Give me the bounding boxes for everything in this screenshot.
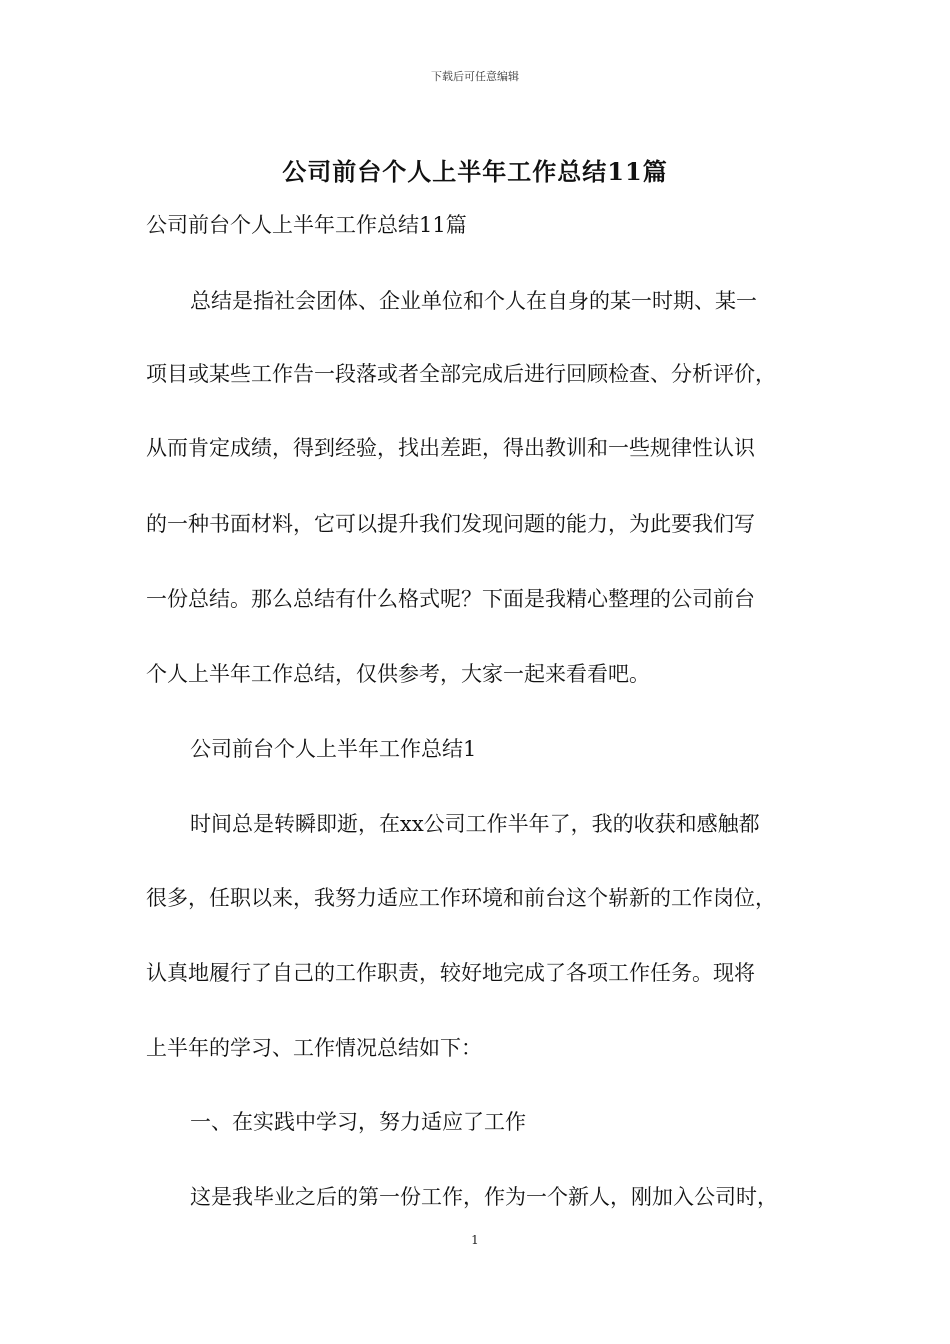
- paragraph-line: 时间总是转瞬即逝，在xx公司工作半年了，我的收获和感触都: [190, 812, 760, 836]
- paragraph-line: 的一种书面材料，它可以提升我们发现问题的能力，为此要我们写: [146, 512, 755, 536]
- header-note: 下载后可任意编辑: [431, 70, 519, 83]
- subsection-heading: 一、在实践中学习，努力适应了工作: [190, 1110, 526, 1134]
- document-title: 公司前台个人上半年工作总结11篇: [282, 157, 668, 186]
- paragraph-line: 一份总结。那么总结有什么格式呢？下面是我精心整理的公司前台: [146, 587, 755, 611]
- paragraph-line: 从而肯定成绩，得到经验，找出差距，得出教训和一些规律性认识: [146, 436, 755, 460]
- paragraph-line: 这是我毕业之后的第一份工作，作为一个新人，刚加入公司时，: [190, 1185, 778, 1209]
- paragraph-line: 个人上半年工作总结，仅供参考，大家一起来看看吧。: [146, 662, 650, 686]
- page-number: 1: [471, 1233, 479, 1247]
- paragraph-line: 上半年的学习、工作情况总结如下：: [146, 1036, 482, 1060]
- paragraph-line: 项目或某些工作告一段落或者全部完成后进行回顾检查、分析评价，: [146, 362, 776, 386]
- section-heading: 公司前台个人上半年工作总结1: [190, 737, 477, 761]
- paragraph-line: 总结是指社会团体、企业单位和个人在自身的某一时期、某一: [190, 289, 757, 313]
- subtitle-line: 公司前台个人上半年工作总结11篇: [146, 213, 467, 237]
- paragraph-line: 很多，任职以来，我努力适应工作环境和前台这个崭新的工作岗位，: [146, 886, 776, 910]
- paragraph-line: 认真地履行了自己的工作职责，较好地完成了各项工作任务。现将: [146, 961, 755, 985]
